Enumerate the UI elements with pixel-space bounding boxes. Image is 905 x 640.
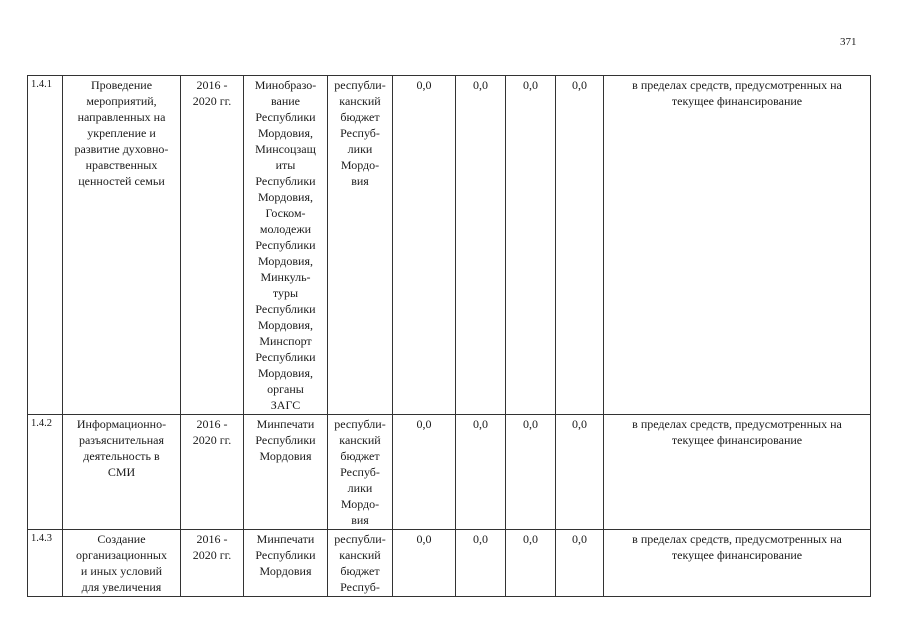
row-number: 1.4.1	[28, 76, 63, 415]
value-1: 0,0	[393, 530, 456, 597]
value-4: 0,0	[556, 530, 604, 597]
funding-source: республи- канский бюджет Респуб-	[328, 530, 393, 597]
period: 2016 - 2020 гг.	[181, 415, 244, 530]
program-table	[27, 75, 871, 597]
event-name: Создание организационных и иных условий для увеличения	[63, 530, 181, 597]
event-name: Информационно- разъяснительная деятельность в СМИ	[63, 415, 181, 530]
funding-source: республи- канский бюджет Респуб- лики Мордо- вия	[328, 415, 393, 530]
period: 2016 - 2020 гг.	[181, 76, 244, 415]
table-row	[28, 76, 871, 415]
row-number: 1.4.3	[28, 530, 63, 597]
table-row	[28, 415, 871, 530]
event-name: Проведение мероприятий, направленных на укрепление и развитие духовно- нравственных ценностей семьи	[63, 76, 181, 415]
value-2: 0,0	[456, 530, 506, 597]
value-1: 0,0	[393, 76, 456, 415]
table-row	[28, 530, 871, 597]
financing-note: в пределах средств, предусмотренных на текущее финансирование	[604, 530, 871, 597]
executor: Минпечати Республики Мордовия	[244, 530, 328, 597]
value-4: 0,0	[556, 76, 604, 415]
page-number: 371	[840, 36, 857, 48]
period: 2016 - 2020 гг.	[181, 530, 244, 597]
executor: Минобразо- вание Республики Мордовия, Минсоцзащ иты Республики Мордовия, Госком- молодежи Республики Мордовия, Минкуль- туры Республики Мордовия, Минспорт Республики Мордовия, органы ЗАГС	[244, 76, 328, 415]
value-3: 0,0	[506, 530, 556, 597]
value-3: 0,0	[506, 415, 556, 530]
value-3: 0,0	[506, 76, 556, 415]
funding-source: республи- канский бюджет Респуб- лики Мордо- вия	[328, 76, 393, 415]
executor: Минпечати Республики Мордовия	[244, 415, 328, 530]
value-2: 0,0	[456, 76, 506, 415]
value-4: 0,0	[556, 415, 604, 530]
financing-note: в пределах средств, предусмотренных на текущее финансирование	[604, 415, 871, 530]
value-1: 0,0	[393, 415, 456, 530]
value-2: 0,0	[456, 415, 506, 530]
row-number: 1.4.2	[28, 415, 63, 530]
financing-note: в пределах средств, предусмотренных на текущее финансирование	[604, 76, 871, 415]
